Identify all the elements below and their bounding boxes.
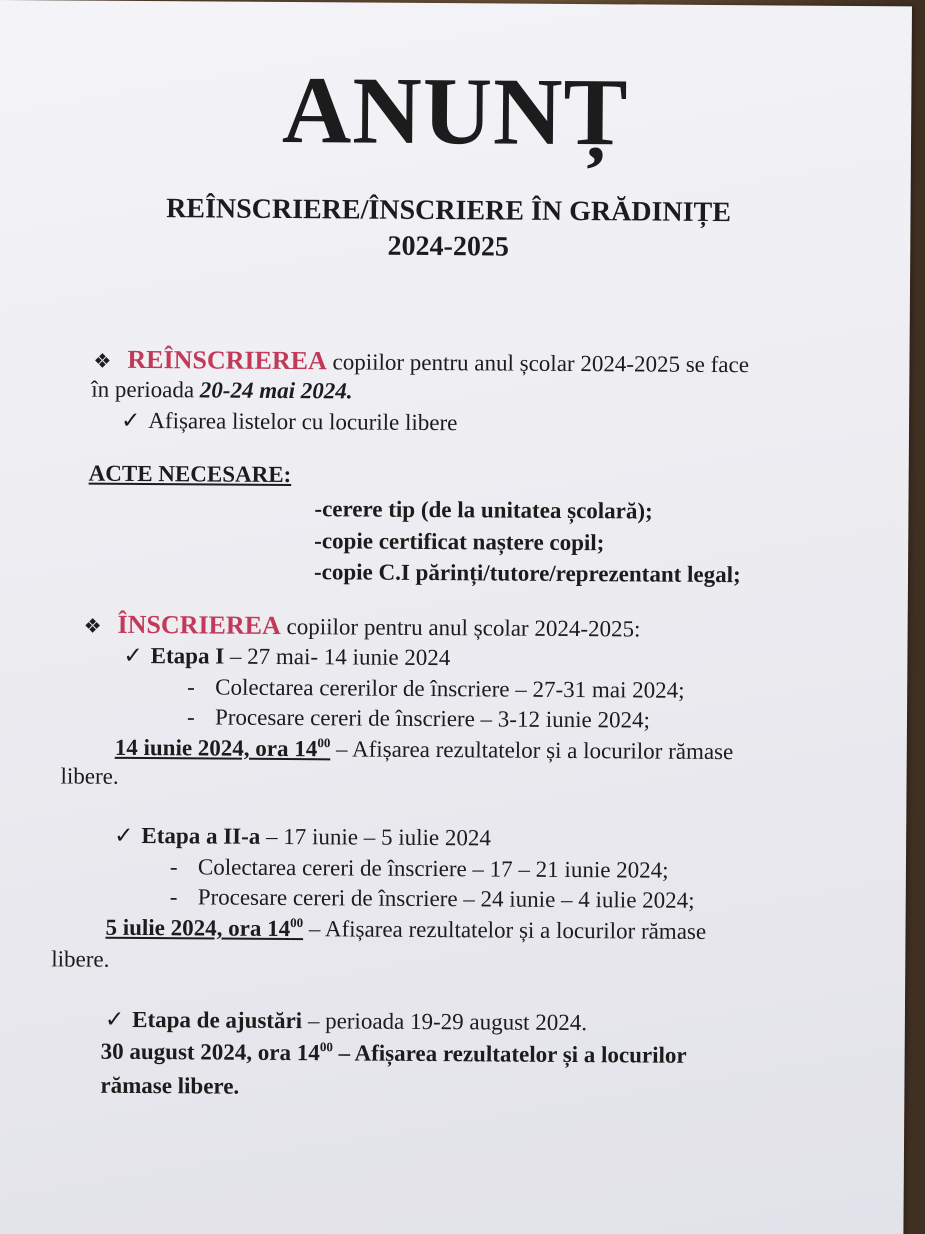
etapa1-label: Etapa I (150, 643, 225, 669)
etapa1-result-date-text: 14 iunie 2024, ora 14 (114, 734, 318, 762)
etapa1-result (115, 735, 734, 765)
etapa3-result (101, 1039, 687, 1069)
diamond-bullet-icon: ❖ (83, 615, 102, 638)
reinscriere-heading-line (93, 345, 749, 380)
reinscriere-text1: copiilor pentru anul școlar 2024-2025 se face (326, 349, 750, 378)
reinscriere-period-line (91, 377, 352, 405)
acte-heading: ACTE NECESARE: (88, 460, 292, 488)
etapa3-result-date: 30 august 2024, ora 14 (100, 1038, 320, 1066)
etapa2-line (114, 823, 491, 852)
etapa1-line (123, 643, 450, 671)
acte-item: -copie certificat naștere copil; (314, 528, 605, 556)
reinscriere-check-item (121, 408, 458, 436)
etapa2-step-text: Colectarea cereri de înscriere – 17 – 21 iunie 2024; (197, 854, 669, 883)
reinscriere-heading: REÎNSCRIEREA (127, 344, 327, 376)
etapa1-step-text: Procesare cereri de înscriere – 3-12 iunie 2024; (214, 704, 650, 733)
acte-item-text: copie certificat naștere copil; (321, 528, 605, 556)
etapa2-label: Etapa a II-a (141, 823, 261, 849)
checkmark-icon: ✓ (120, 407, 141, 433)
etapa2-dates: – 17 iunie – 5 iulie 2024 (260, 823, 492, 851)
checkmark-icon: ✓ (123, 642, 143, 669)
acte-item: -copie C.I părinți/tutore/reprezentant legal; (313, 559, 741, 588)
acte-item: -cerere tip (de la unitatea școlară); (314, 496, 653, 524)
etapa2-result-text: – Afișarea rezultatelor și a locurilor rămase (303, 916, 707, 944)
etapa3-result-cont: rămase libere. (100, 1072, 240, 1099)
etapa1-result-sup: 00 (317, 735, 331, 751)
etapa3-label: Etapa de ajustări (132, 1006, 303, 1034)
inscriere-heading: ÎNSCRIEREA (117, 609, 281, 640)
etapa2-step: - Procesare cereri de înscriere – 24 iunie – 4 iulie 2024; (169, 884, 695, 913)
etapa2-result-sup: 00 (290, 914, 304, 931)
reinscriere-period: 20-24 mai 2024. (199, 377, 353, 404)
subtitle-line2: 2024-2025 (387, 230, 510, 263)
etapa2-step-text: Procesare cereri de înscriere – 24 iunie – 4 iulie 2024; (197, 884, 695, 913)
etapa2-result-date-text: 5 iulie 2024, ora 14 (105, 914, 291, 942)
etapa1-dates: – 27 mai- 14 iunie 2024 (224, 643, 451, 671)
acte-item-text: copie C.I părinți/tutore/reprezentant legal; (321, 559, 741, 588)
etapa1-result-date (115, 735, 331, 762)
etapa1-step: - Procesare cereri de înscriere – 3-12 iunie 2024; (186, 704, 650, 733)
acte-item-text: cerere tip (de la unitatea școlară); (322, 496, 653, 524)
checkmark-icon: ✓ (114, 822, 134, 848)
etapa2-step: - Colectarea cereri de înscriere – 17 – 21 iunie 2024; (169, 854, 669, 883)
checkmark-icon: ✓ (104, 1006, 125, 1032)
etapa1-result-text: – Afișarea rezultatelor și a locurilor rămase (330, 736, 734, 765)
diamond-bullet-icon: ❖ (93, 350, 112, 373)
etapa1-step: - Colectarea cererilor de înscriere – 27-31 mai 2024; (187, 674, 685, 703)
etapa3-line (105, 1007, 587, 1036)
etapa1-result-cont: libere. (60, 763, 119, 789)
etapa2-result-cont: libere. (51, 946, 110, 972)
etapa2-result (105, 915, 706, 945)
etapa3-dates: – perioada 19-29 august 2024. (302, 1008, 588, 1036)
etapa3-result-sup: 00 (319, 1039, 333, 1055)
etapa2-result-date (105, 915, 303, 941)
etapa3-result-text: – Afișarea rezultatelor și a locurilor (332, 1040, 687, 1068)
check-item-text: Afișarea listelor cu locurile libere (148, 408, 458, 436)
subtitle-line1: REÎNSCRIERE/ÎNSCRIERE ÎN GRĂDINIȚE (166, 193, 732, 229)
etapa1-step-text: Colectarea cererilor de înscriere – 27-31 mai 2024; (215, 674, 685, 703)
reinscriere-period-prefix: în perioada (91, 376, 200, 403)
inscriere-text: copiilor pentru anul școlar 2024-2025: (280, 613, 641, 642)
inscriere-heading-line (84, 610, 641, 644)
page-title: ANUNȚ (281, 55, 629, 166)
